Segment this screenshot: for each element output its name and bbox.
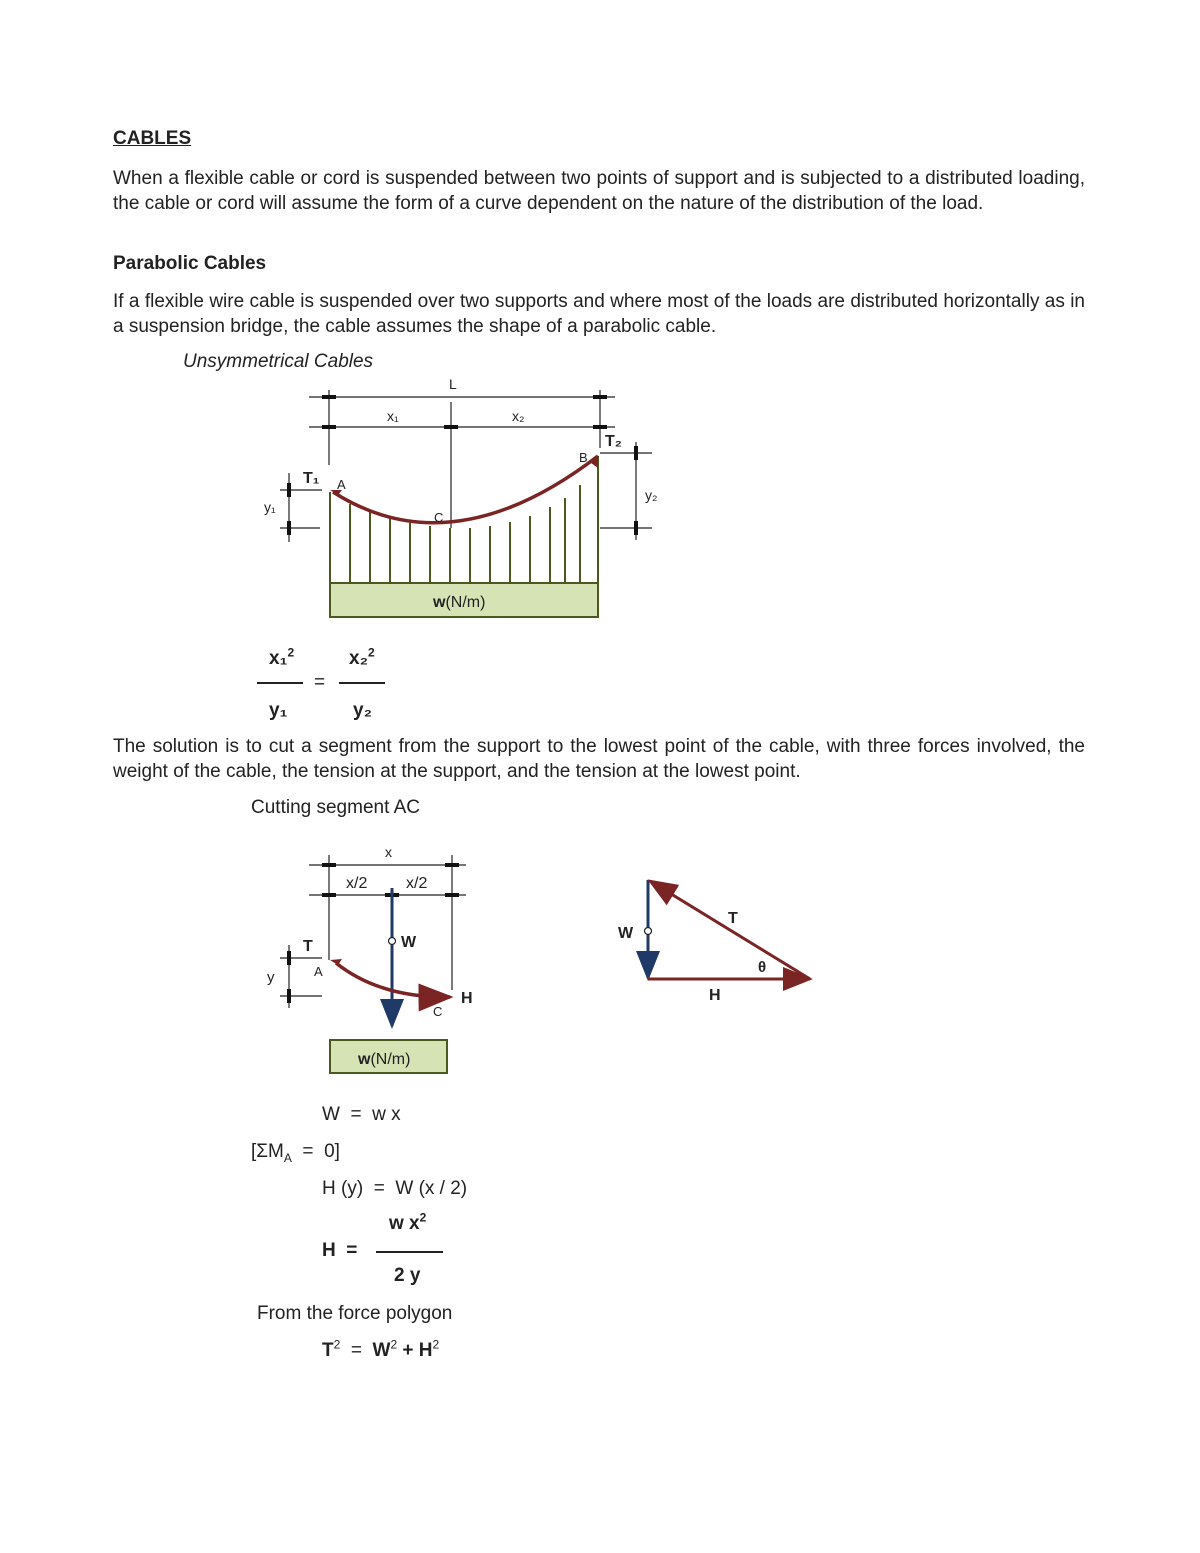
label-half-left: x/2: [346, 875, 368, 892]
equation-h-denominator: 2 y: [394, 1265, 421, 1286]
equation-moment: H (y) = W (x / 2): [322, 1178, 468, 1199]
triangle-tension-side: [650, 881, 810, 979]
intro-paragraph: When a flexible cable or cord is suspended between two points of support and is subjected to a distributed loading, the cable or cord will assume the form of a curve dependent on the nature of the distribution of the load.: [113, 168, 1085, 214]
label-segment-W: W: [401, 934, 417, 951]
label-half-right: x/2: [406, 875, 428, 892]
equation-tension: $T^2 = W^2 + H^2$: [322, 1337, 440, 1361]
ratio-numerator-left: x₁$^2$: [269, 645, 295, 669]
equation-h-fraction-bar: [376, 1251, 443, 1253]
label-y: y: [267, 969, 275, 986]
triangle-label-H: H: [709, 987, 721, 1004]
equation-weight: W = w x: [322, 1104, 401, 1125]
label-x: x: [385, 844, 392, 860]
label-y1: y₁: [264, 499, 276, 515]
label-y2: y₂: [645, 487, 658, 503]
segment-load-label: [357, 1051, 410, 1068]
triangle-label-theta: θ: [758, 959, 767, 976]
unsymmetrical-cable-diagram: [0, 0, 1200, 640]
label-point-C: C: [434, 510, 444, 525]
ratio-equation: [255, 645, 395, 728]
load-label-unit: (N/m): [445, 594, 486, 611]
equation-h-numerator: w $x^2$: [389, 1210, 427, 1234]
load-label-w: w: [433, 594, 446, 611]
figure-caption-segment: Cutting segment AC: [251, 797, 420, 818]
label-segment-A: A: [314, 964, 323, 979]
ratio-numerator-right: x₂$^2$: [349, 645, 375, 669]
label-L: L: [449, 376, 457, 392]
ratio-denominator-right: y₂: [353, 700, 373, 721]
fraction-bar-right: [339, 682, 385, 684]
triangle-label-W: W: [618, 925, 634, 942]
equation-h-left: H =: [322, 1240, 358, 1261]
segment-and-force-diagram: [0, 830, 1200, 1090]
parabolic-cable-curve: [333, 456, 598, 523]
label-x2: x₂: [512, 408, 525, 424]
label-T2: T₂: [605, 433, 622, 450]
segment-load-label-unit: (N/m): [370, 1051, 411, 1068]
label-segment-C: C: [433, 1004, 443, 1019]
label-x1: x₁: [387, 408, 399, 424]
label-segment-T: T: [303, 938, 313, 955]
segment-load-label-w: w: [358, 1051, 371, 1068]
load-label: [432, 594, 485, 611]
label-segment-H: H: [461, 990, 473, 1007]
ratio-denominator-left: y₁: [269, 700, 288, 721]
section-heading-parabolic: Parabolic Cables: [113, 253, 267, 274]
label-point-A: A: [337, 477, 346, 492]
fraction-bar-left: [257, 682, 303, 684]
figure-caption-unsymmetrical: Unsymmetrical Cables: [183, 351, 374, 372]
label-T1: T₁: [303, 470, 320, 487]
force-polygon-caption: From the force polygon: [257, 1303, 453, 1324]
page-title: CABLES: [113, 128, 192, 149]
label-point-B: B: [579, 450, 588, 465]
solution-paragraph: The solution is to cut a segment from the support to the lowest point of the cable, with three forces involved, the weight of the cable, the tension at the support, and the tension at the lowest point.: [113, 736, 1085, 782]
ratio-equals: =: [314, 672, 326, 693]
triangle-label-T: T: [728, 910, 738, 927]
parabolic-paragraph: If a flexible wire cable is suspended over two supports and where most of the loads are distributed horizontally as in a suspension bridge, the cable assumes the shape of a parabolic cable.: [113, 291, 1085, 337]
equation-moment-condition: $[\Sigma M_A = 0]$: [251, 1141, 340, 1165]
